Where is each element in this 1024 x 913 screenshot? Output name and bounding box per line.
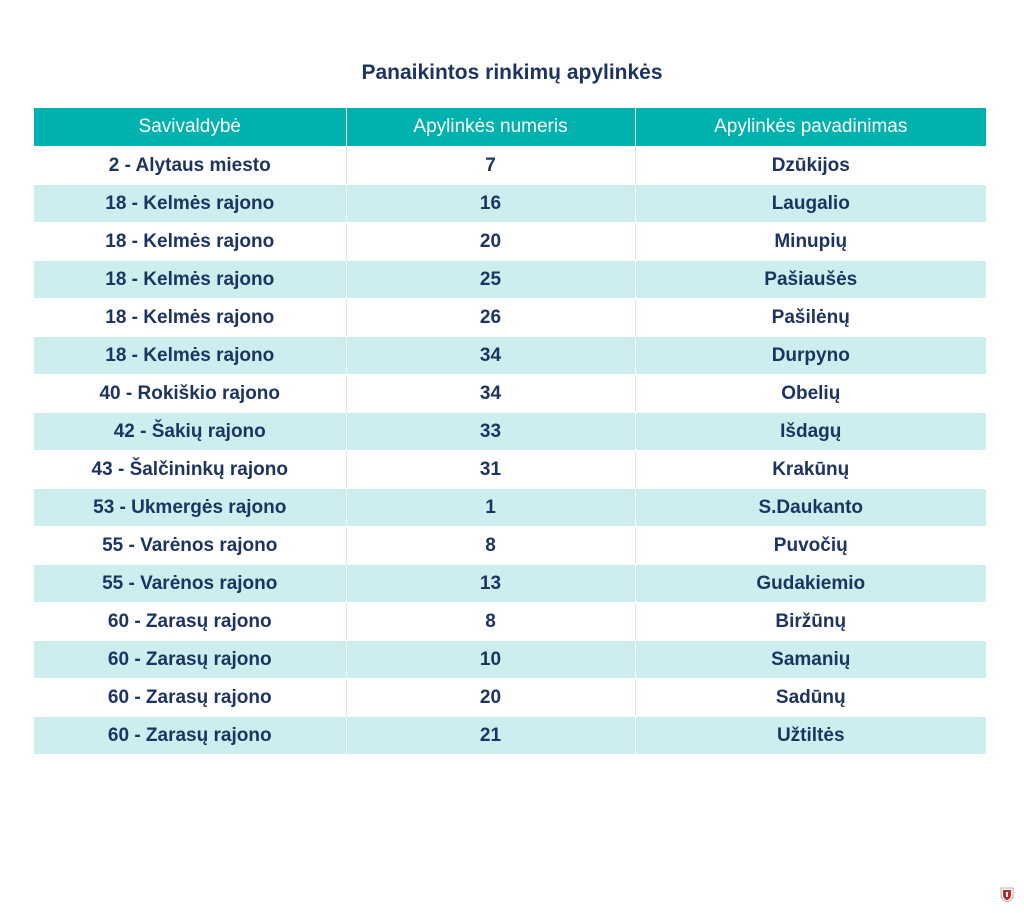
cell-district-number: 7 (346, 147, 635, 185)
table-row (34, 565, 986, 603)
cell-district-name: Biržūnų (635, 603, 986, 641)
cell-municipality: 55 - Varėnos rajono (34, 565, 346, 603)
cell-district-number: 10 (346, 641, 635, 679)
table-row (34, 603, 986, 641)
cell-district-name: Pašiaušės (635, 261, 986, 299)
cell-district-name: Pašilėnų (635, 299, 986, 337)
cell-district-number: 25 (346, 261, 635, 299)
cell-municipality: 60 - Zarasų rajono (34, 679, 346, 717)
cell-district-name: Minupių (635, 223, 986, 261)
cell-district-name: S.Daukanto (635, 489, 986, 527)
cell-municipality: 53 - Ukmergės rajono (34, 489, 346, 527)
cell-district-name: Laugalio (635, 185, 986, 223)
table-row (34, 451, 986, 489)
cell-district-number: 34 (346, 375, 635, 413)
cell-district-name: Dzūkijos (635, 147, 986, 185)
cell-district-name: Obelių (635, 375, 986, 413)
table-row (34, 185, 986, 223)
table-row (34, 299, 986, 337)
table-row (34, 375, 986, 413)
cell-municipality: 60 - Zarasų rajono (34, 603, 346, 641)
cell-municipality: 18 - Kelmės rajono (34, 223, 346, 261)
cell-municipality: 2 - Alytaus miesto (34, 147, 346, 185)
cell-district-number: 34 (346, 337, 635, 375)
cell-district-name: Samanių (635, 641, 986, 679)
table-row (34, 261, 986, 299)
column-header-district-number: Apylinkės numeris (346, 108, 635, 147)
cell-district-number: 8 (346, 527, 635, 565)
table-header-row (34, 108, 986, 147)
cell-municipality: 60 - Zarasų rajono (34, 641, 346, 679)
cell-district-name: Krakūnų (635, 451, 986, 489)
cell-municipality: 18 - Kelmės rajono (34, 337, 346, 375)
cell-district-name: Sadūnų (635, 679, 986, 717)
table-row (34, 717, 986, 755)
table-row (34, 147, 986, 185)
cell-district-number: 26 (346, 299, 635, 337)
column-header-municipality: Savivaldybė (34, 108, 346, 147)
cell-district-name: Durpyno (635, 337, 986, 375)
cell-municipality: 18 - Kelmės rajono (34, 185, 346, 223)
cell-district-name: Išdagų (635, 413, 986, 451)
cell-district-number: 20 (346, 679, 635, 717)
table-row (34, 413, 986, 451)
table-body (34, 147, 986, 755)
cell-district-number: 1 (346, 489, 635, 527)
cell-district-number: 20 (346, 223, 635, 261)
cell-district-name: Užtiltės (635, 717, 986, 755)
cell-municipality: 40 - Rokiškio rajono (34, 375, 346, 413)
cell-municipality: 18 - Kelmės rajono (34, 261, 346, 299)
table-row (34, 489, 986, 527)
cell-municipality: 55 - Varėnos rajono (34, 527, 346, 565)
cell-district-number: 8 (346, 603, 635, 641)
cell-district-name: Gudakiemio (635, 565, 986, 603)
cell-district-name: Puvočių (635, 527, 986, 565)
cell-district-number: 31 (346, 451, 635, 489)
cell-municipality: 18 - Kelmės rajono (34, 299, 346, 337)
cell-municipality: 60 - Zarasų rajono (34, 717, 346, 755)
page-title: Panaikintos rinkimų apylinkės (361, 61, 663, 84)
column-header-district-name: Apylinkės pavadinimas (635, 108, 986, 147)
coat-of-arms-icon (1000, 887, 1014, 903)
cell-municipality: 43 - Šalčininkų rajono (34, 451, 346, 489)
table-row (34, 337, 986, 375)
cell-district-number: 16 (346, 185, 635, 223)
table-row (34, 679, 986, 717)
table-row (34, 641, 986, 679)
cell-municipality: 42 - Šakių rajono (34, 413, 346, 451)
districts-table (34, 108, 986, 754)
table-row (34, 223, 986, 261)
table-row (34, 527, 986, 565)
cell-district-number: 13 (346, 565, 635, 603)
cell-district-number: 21 (346, 717, 635, 755)
cell-district-number: 33 (346, 413, 635, 451)
